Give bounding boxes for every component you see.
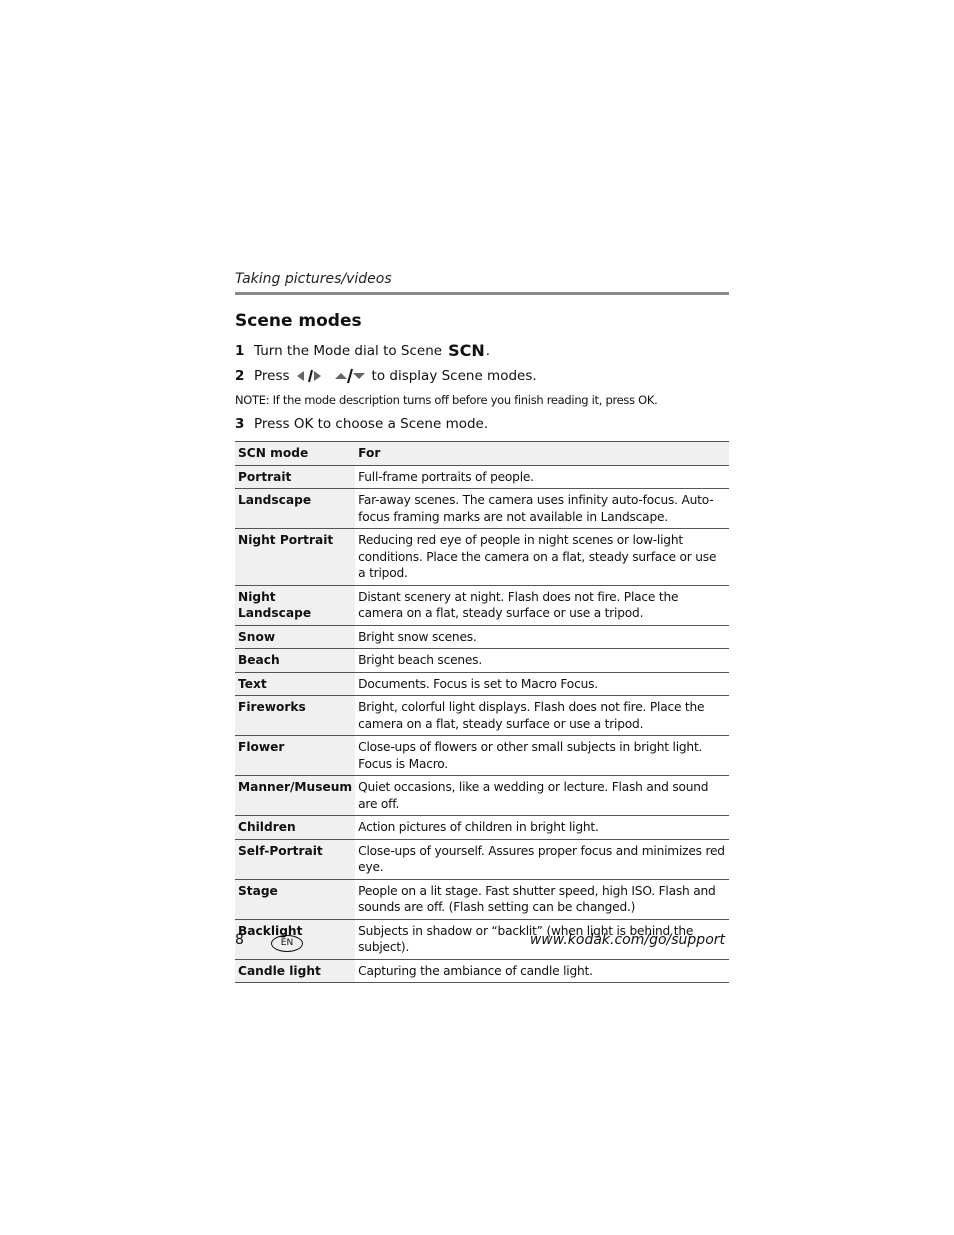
table-row: [235, 585, 729, 625]
mode-name: Landscape: [235, 489, 355, 529]
table-row: [235, 625, 729, 649]
support-url[interactable]: www.kodak.com/go/support: [529, 932, 725, 948]
step-number: 3: [235, 416, 245, 432]
table-row: [235, 776, 729, 816]
mode-name: Night Landscape: [235, 585, 355, 625]
table-row: [235, 489, 729, 529]
mode-name: Night Portrait: [235, 529, 355, 586]
mode-name: Manner/Museum: [235, 776, 355, 816]
mode-description: Reducing red eye of people in night scenes or low-light conditions. Place the camera on a flat, steady surface or use a tripod.: [355, 529, 729, 586]
mode-description: Documents. Focus is set to Macro Focus.: [355, 672, 729, 696]
mode-description: Distant scenery at night. Flash does not fire. Place the camera on a flat, steady surface or use a tripod.: [355, 585, 729, 625]
mode-description: People on a lit stage. Fast shutter speed, high ISO. Flash and sounds are off. (Flash setting can be changed.): [355, 879, 729, 919]
mode-name: Backlight: [235, 919, 355, 959]
mode-name: Flower: [235, 736, 355, 776]
mode-name: Self-Portrait: [235, 839, 355, 879]
mode-name: Stage: [235, 879, 355, 919]
step-text-end: to display Scene modes.: [371, 368, 537, 384]
mode-description: Quiet occasions, like a wedding or lecture. Flash and sound are off.: [355, 776, 729, 816]
mode-description: Action pictures of children in bright light.: [355, 816, 729, 840]
table-row: [235, 879, 729, 919]
column-header-for: For: [355, 442, 729, 466]
table-row: [235, 465, 729, 489]
table-row: [235, 959, 729, 983]
step-3: [235, 416, 488, 432]
step-text: Press OK to choose a Scene mode.: [254, 416, 489, 432]
table-header-row: [235, 442, 729, 466]
scene-modes-table: [235, 441, 729, 983]
mode-description: Full-frame portraits of people.: [355, 465, 729, 489]
mode-description: Far-away scenes. The camera uses infinity auto-focus. Auto-focus framing marks are not available in Landscape.: [355, 489, 729, 529]
section-title: Scene modes: [235, 311, 362, 331]
mode-name: Beach: [235, 649, 355, 673]
table-row: [235, 696, 729, 736]
mode-description: Bright snow scenes.: [355, 625, 729, 649]
mode-name: Candle light: [235, 959, 355, 983]
step-number: 1: [235, 342, 245, 359]
table-row: [235, 736, 729, 776]
running-header: Taking pictures/videos: [235, 271, 392, 287]
table-row: [235, 672, 729, 696]
table-row: [235, 529, 729, 586]
step-text: Turn the Mode dial to Scene: [254, 342, 443, 359]
mode-description: Subjects in shadow or “backlit” (when light is behind the subject).: [355, 919, 729, 959]
mode-description: Close-ups of flowers or other small subjects in bright light. Focus is Macro.: [355, 736, 729, 776]
step-number: 2: [235, 368, 245, 384]
header-rule: [235, 292, 729, 295]
mode-name: Snow: [235, 625, 355, 649]
language-badge: EN: [271, 935, 303, 952]
column-header-mode: SCN mode: [235, 442, 355, 466]
step-text-end: .: [485, 342, 491, 359]
mode-name: Portrait: [235, 465, 355, 489]
left-right-arrows-icon: [296, 369, 322, 383]
scene-mode-icon: SCN: [448, 341, 485, 360]
page-number: 8: [235, 932, 244, 948]
step-2: [235, 368, 537, 384]
mode-name: Text: [235, 672, 355, 696]
up-down-arrows-icon: [334, 368, 366, 384]
mode-description: Bright, colorful light displays. Flash does not fire. Place the camera on a flat, steady surface or use a tripod.: [355, 696, 729, 736]
mode-name: Children: [235, 816, 355, 840]
mode-description: Close-ups of yourself. Assures proper focus and minimizes red eye.: [355, 839, 729, 879]
table-row: [235, 816, 729, 840]
step-1: [235, 341, 490, 360]
step-text: Press: [254, 368, 290, 384]
mode-name: Fireworks: [235, 696, 355, 736]
mode-description: Bright beach scenes.: [355, 649, 729, 673]
mode-description: Capturing the ambiance of candle light.: [355, 959, 729, 983]
table-row: [235, 839, 729, 879]
note-text: NOTE: If the mode description turns off before you finish reading it, press OK.: [235, 393, 658, 407]
table-row: [235, 649, 729, 673]
